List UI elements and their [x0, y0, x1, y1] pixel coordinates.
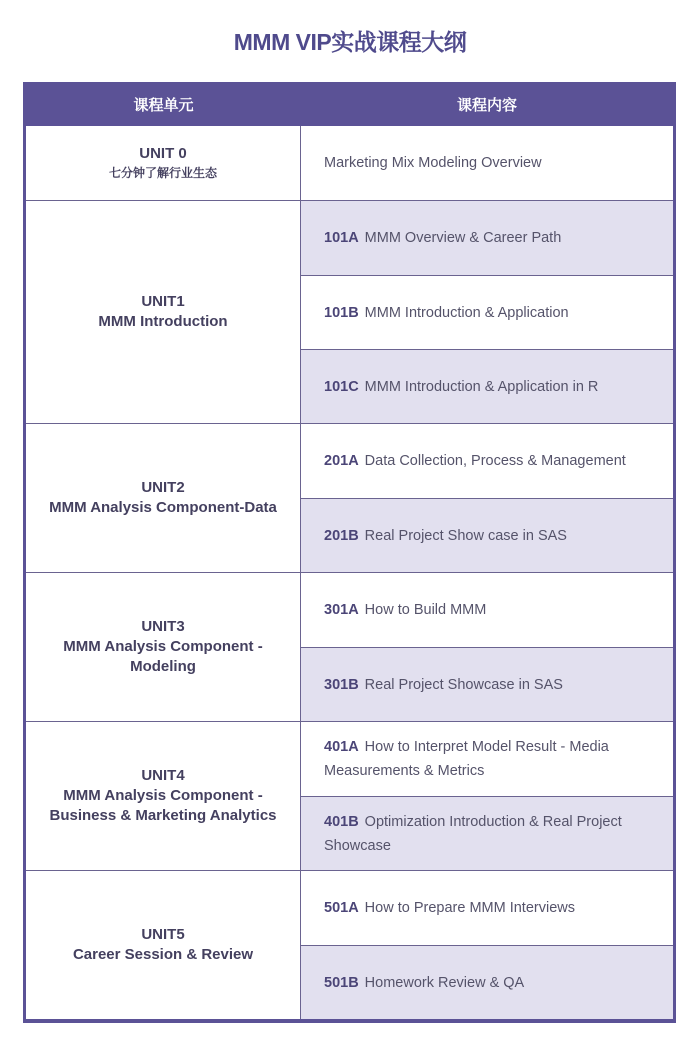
unit-name: UNIT3 [141, 618, 185, 635]
unit-cell [26, 424, 301, 572]
header-unit: 课程单元 [133, 96, 194, 114]
lesson-list [301, 424, 673, 572]
lesson-list [301, 722, 673, 870]
unit-name: UNIT5 [141, 926, 185, 943]
lesson-row [301, 871, 673, 945]
lesson-code: 101B [324, 304, 359, 321]
unit-cell [26, 871, 301, 1019]
lesson-code: 201A [324, 453, 359, 469]
lesson-row [301, 722, 673, 796]
unit-row [26, 721, 673, 870]
unit-cell [26, 722, 301, 870]
lesson-title: Data Collection, Process & Management [364, 453, 626, 469]
lesson-row [301, 498, 673, 572]
unit-row [26, 423, 673, 572]
unit-subtitle: MMM Analysis Component - Modeling [63, 638, 263, 675]
unit-subtitle: 七分钟了解行业生态 [108, 166, 217, 180]
lesson-code: 301A [324, 602, 359, 618]
unit-cell [26, 573, 301, 721]
lesson-code: 301B [324, 676, 359, 693]
lesson-title: How to Build MMM [364, 602, 487, 618]
lesson-list [301, 201, 673, 423]
lesson-title: How to Interpret Model Result - Media Measurements & Metrics [324, 739, 609, 779]
header-content: 课程内容 [456, 96, 517, 114]
unit-name: UNIT4 [141, 767, 185, 784]
lesson-code: 401A [324, 739, 359, 755]
page-title: MMM VIP实战课程大纲 [233, 29, 467, 55]
lesson-row [301, 349, 673, 423]
unit-row [26, 126, 673, 200]
unit-row [26, 572, 673, 721]
unit-subtitle: MMM Introduction [98, 313, 228, 330]
lesson-code: 101A [324, 230, 359, 246]
unit-subtitle: MMM Analysis Component-Data [49, 499, 277, 516]
lesson-code: 201B [324, 527, 359, 544]
lesson-title: Marketing Mix Modeling Overview [324, 155, 542, 171]
table-body [26, 126, 673, 1019]
lesson-code: 501A [324, 900, 359, 916]
lesson-row [301, 796, 673, 870]
unit-cell [26, 126, 301, 200]
lesson-title: MMM Overview & Career Path [364, 230, 562, 246]
unit-subtitle: MMM Analysis Component - Business & Marketing Analytics [49, 787, 277, 824]
lesson-code: 101C [324, 378, 359, 395]
lesson-list [301, 573, 673, 721]
lesson-title: How to Prepare MMM Interviews [364, 900, 575, 916]
unit-subtitle: Career Session & Review [72, 946, 254, 963]
lesson-code: 401B [324, 813, 359, 830]
lesson-row [301, 945, 673, 1019]
unit-row [26, 200, 673, 423]
lesson-title: Real Project Showcase in SAS [364, 676, 563, 693]
unit-name: UNIT 0 [139, 145, 187, 162]
lesson-code: 501B [324, 974, 359, 991]
lesson-title: Optimization Introduction & Real Project Showcase [324, 813, 622, 854]
lesson-list [301, 126, 673, 200]
lesson-row [301, 201, 673, 275]
course-table [23, 82, 676, 1023]
unit-row [26, 870, 673, 1019]
lesson-row [301, 275, 673, 349]
unit-name: UNIT1 [141, 293, 185, 310]
lesson-row [301, 126, 673, 200]
lesson-title: MMM Introduction & Application [364, 304, 569, 321]
lesson-title: Homework Review & QA [364, 974, 525, 991]
unit-cell [26, 201, 301, 423]
lesson-row [301, 424, 673, 498]
lesson-row [301, 647, 673, 721]
unit-name: UNIT2 [141, 479, 185, 496]
lesson-title: MMM Introduction & Application in R [364, 378, 599, 395]
lesson-list [301, 871, 673, 1019]
lesson-row [301, 573, 673, 647]
lesson-title: Real Project Show case in SAS [364, 527, 567, 544]
table-header [26, 82, 673, 126]
